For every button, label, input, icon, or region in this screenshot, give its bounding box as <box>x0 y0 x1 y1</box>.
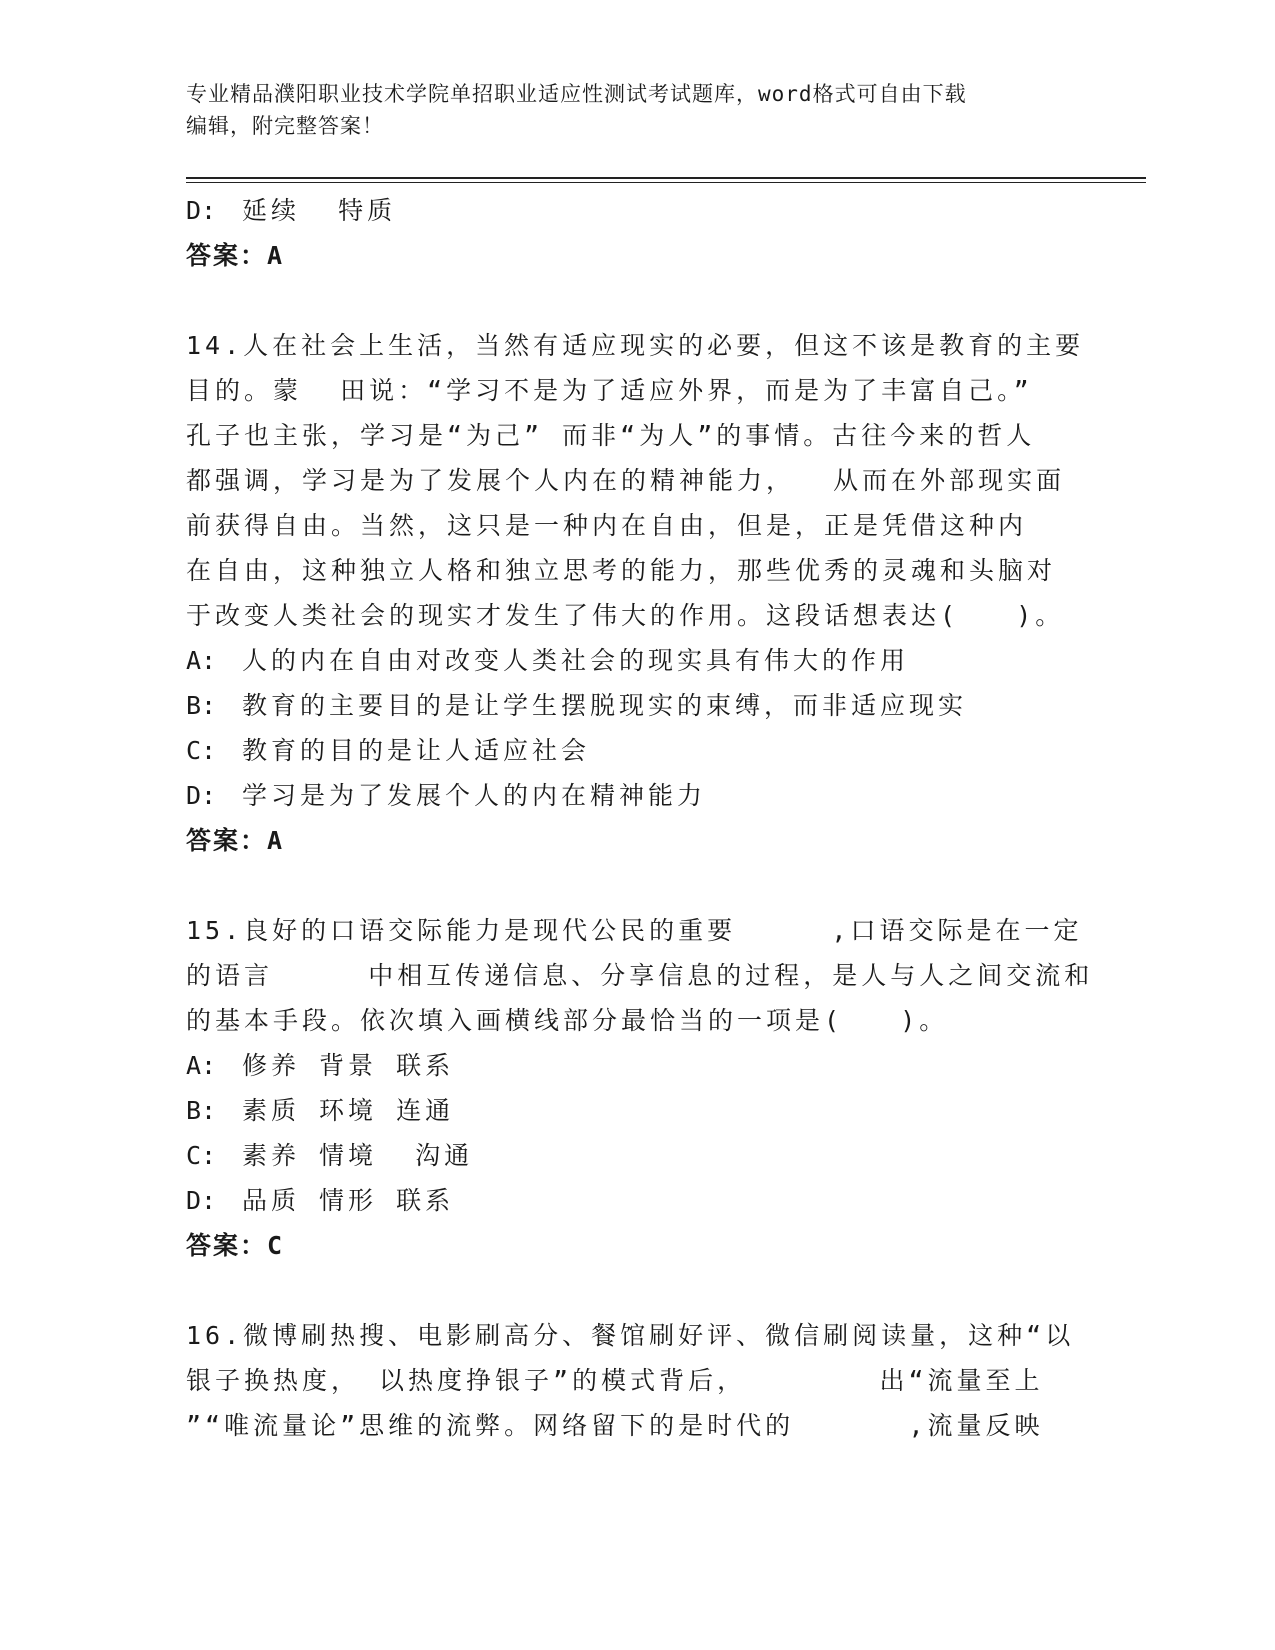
spacer <box>186 278 1086 323</box>
q14-stem-line: 在自由，这种独立人格和独立思考的能力，那些优秀的灵魂和头脑对 <box>186 556 1057 585</box>
q16-stem-line: 银子换热度， 以热度挣银子”的模式背后， 出“流量至上 <box>186 1366 1044 1395</box>
spacer <box>186 1268 1086 1313</box>
q14-option-d <box>186 773 1086 818</box>
q14-stem-line: 于改变人类社会的现实才发生了伟大的作用。这段话想表达( )。 <box>186 601 1065 630</box>
option-text: 修养 背景 联系 <box>242 1051 455 1080</box>
option-text: 品质 情形 联系 <box>242 1186 455 1215</box>
option-label: C: <box>186 736 217 765</box>
q14-option-c <box>186 728 1086 773</box>
q15-stem-line: 的语言 中相互传递信息、分享信息的过程，是人与人之间交流和 <box>186 961 1094 990</box>
q15-option-d <box>186 1178 1086 1223</box>
option-label: A: <box>186 646 217 675</box>
option-label: A: <box>186 1051 217 1080</box>
q14-stem-line: 14.人在社会上生活，当然有适应现实的必要，但这不该是教育的主要 <box>186 331 1085 360</box>
option-text: 教育的主要目的是让学生摆脱现实的束缚，而非适应现实 <box>242 691 968 720</box>
option-text: 素养 情境 沟通 <box>242 1141 474 1170</box>
q15-option-c <box>186 1133 1086 1178</box>
question-content <box>186 188 1094 1448</box>
option-text: 学习是为了发展个人的内在精神能力 <box>242 781 707 810</box>
q16-stem-line: ”“唯流量论”思维的流弊。网络留下的是时代的 ,流量反映 <box>186 1411 1044 1440</box>
q14-answer: 答案：A <box>186 826 285 855</box>
option-label: D: <box>186 781 217 810</box>
question-15 <box>186 908 1094 1268</box>
q13-option-d <box>186 188 1086 233</box>
q15-answer: 答案：C <box>186 1231 285 1260</box>
option-label: C: <box>186 1141 217 1170</box>
option-label: B: <box>186 1096 217 1125</box>
q15-option-a <box>186 1043 1086 1088</box>
question-16 <box>186 1313 1086 1448</box>
page-header <box>186 78 1086 142</box>
option-label: D: <box>186 1186 217 1215</box>
header-line-1: 专业精品濮阳职业技术学院单招职业适应性测试考试题库，word格式可自由下载 <box>186 82 967 106</box>
q14-option-a <box>186 638 1086 683</box>
option-text: 教育的目的是让人适应社会 <box>242 736 591 765</box>
q15-stem-line: 15.良好的口语交际能力是现代公民的重要 ,口语交际是在一定 <box>186 916 1083 945</box>
header-rule-thick <box>186 177 1146 179</box>
q16-stem-line: 16.微博刷热搜、电影刷高分、餐馆刷好评、微信刷阅读量，这种“以 <box>186 1321 1075 1350</box>
q15-stem-line: 的基本手段。依次填入画横线部分最恰当的一项是( )。 <box>186 1006 949 1035</box>
q14-stem-line: 目的。蒙 田说：“学习不是为了适应外界，而是为了丰富自己。” <box>186 376 1033 405</box>
q14-stem-line: 都强调，学习是为了发展个人内在的精神能力， 从而在外部现实面 <box>186 466 1066 495</box>
q15-option-b <box>186 1088 1086 1133</box>
option-text: 人的内在自由对改变人类社会的现实具有伟大的作用 <box>242 646 910 675</box>
spacer <box>186 863 1086 908</box>
header-line-2: 编辑，附完整答案！ <box>186 114 384 138</box>
question-14 <box>186 323 1086 863</box>
option-text: 素质 环境 连通 <box>242 1096 455 1125</box>
q14-stem-line: 前获得自由。当然，这只是一种内在自由，但是，正是凭借这种内 <box>186 511 1028 540</box>
q14-stem-line: 孔子也主张，学习是“为己” 而非“为人”的事情。古往今来的哲人 <box>186 421 1036 450</box>
q13-option-d-text: 延续 特质 <box>242 196 397 225</box>
option-label: B: <box>186 691 217 720</box>
q14-option-b <box>186 683 1086 728</box>
header-rule-thin <box>186 182 1146 183</box>
q13-answer: 答案：A <box>186 241 285 270</box>
q13-option-d-label: D: <box>186 196 217 225</box>
